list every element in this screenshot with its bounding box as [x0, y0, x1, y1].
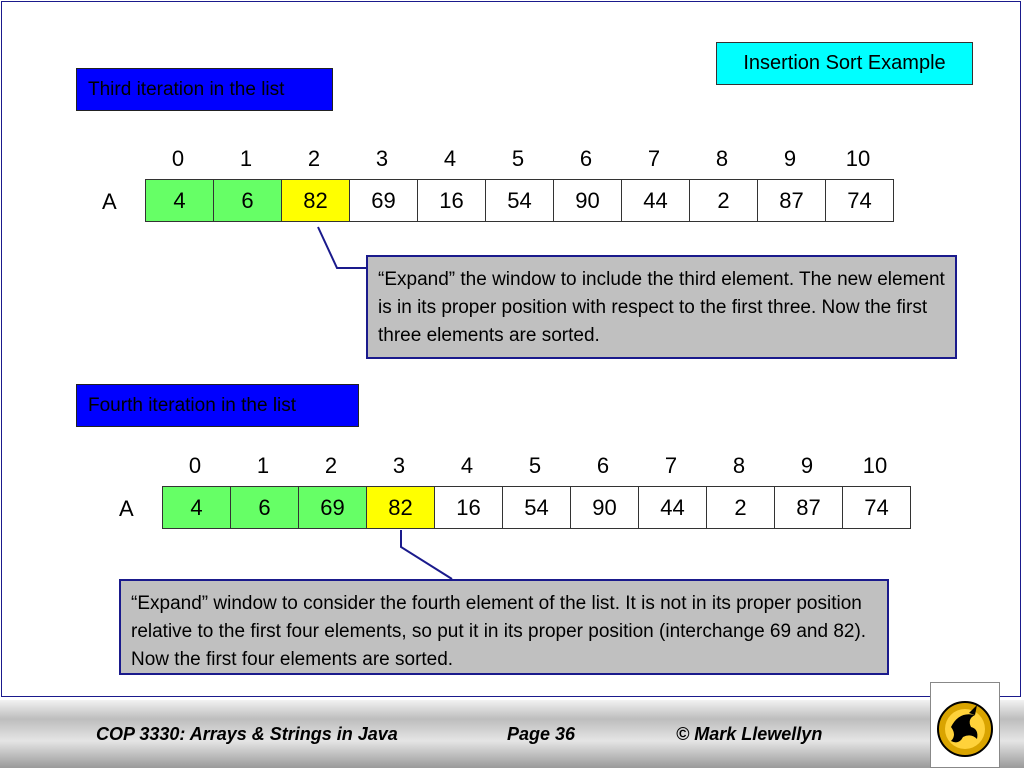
third-iteration-note: “Expand” the window to include the third element. The new element is in its proper position with respect to the first three. Now the first three elements are sorted. [366, 255, 957, 359]
array-cell: 90 [554, 180, 622, 222]
fourth-iteration-note: “Expand” window to consider the fourth element of the list. It is not in its proper position relative to the first four elements, so put it in its proper position (interchange 69 and 82). Now the first four elements are sorted. [119, 579, 889, 675]
footer-course: COP 3330: Arrays & Strings in Java [96, 724, 398, 744]
index-label: 2 [324, 453, 338, 478]
array-cell: 74 [826, 180, 894, 222]
footer-page: Page 36 [507, 724, 576, 744]
array-cell: 6 [231, 487, 299, 529]
array-cell: 87 [758, 180, 826, 222]
array-cell: 4 [146, 180, 214, 222]
third-iteration-heading: Third iteration in the list [76, 68, 333, 111]
index-label: 7 [664, 453, 678, 478]
third-iteration-callout-line [318, 227, 366, 268]
array-cell: 74 [843, 487, 911, 529]
index-label: 10 [845, 146, 871, 171]
array-cell: 69 [299, 487, 367, 529]
index-label: 4 [443, 146, 457, 171]
array-cell: 87 [775, 487, 843, 529]
index-label: 5 [528, 453, 542, 478]
array-cell: 54 [503, 487, 571, 529]
array-label: A [119, 496, 134, 521]
index-label: 5 [511, 146, 525, 171]
ucf-logo [930, 682, 1000, 768]
array-cell: 2 [690, 180, 758, 222]
array-cell: 90 [571, 487, 639, 529]
index-label: 0 [171, 146, 185, 171]
array-cell: 6 [214, 180, 282, 222]
array-cell: 54 [486, 180, 554, 222]
slide-title: Insertion Sort Example [716, 42, 973, 85]
index-label: 10 [862, 453, 888, 478]
pegasus-logo-icon [931, 683, 999, 767]
array-cell: 44 [639, 487, 707, 529]
index-label: 1 [256, 453, 270, 478]
array-cell: 2 [707, 487, 775, 529]
index-label: 7 [647, 146, 661, 171]
index-label: 4 [460, 453, 474, 478]
array-label: A [102, 189, 117, 214]
fourth-iteration-callout-line [401, 530, 452, 579]
index-label: 6 [596, 453, 610, 478]
array-cell: 82 [282, 180, 350, 222]
index-label: 2 [307, 146, 321, 171]
array-cell: 44 [622, 180, 690, 222]
index-label: 9 [800, 453, 814, 478]
array-cell: 4 [163, 487, 231, 529]
index-label: 9 [783, 146, 797, 171]
fourth-iteration-heading: Fourth iteration in the list [76, 384, 359, 427]
index-label: 8 [732, 453, 746, 478]
index-label: 8 [715, 146, 729, 171]
array-cell: 82 [367, 487, 435, 529]
index-label: 6 [579, 146, 593, 171]
index-label: 1 [239, 146, 253, 171]
array-cell: 16 [435, 487, 503, 529]
array-cell: 16 [418, 180, 486, 222]
index-label: 0 [188, 453, 202, 478]
footer-author: © Mark Llewellyn [676, 724, 823, 744]
index-label: 3 [392, 453, 406, 478]
index-label: 3 [375, 146, 389, 171]
array-cell: 69 [350, 180, 418, 222]
